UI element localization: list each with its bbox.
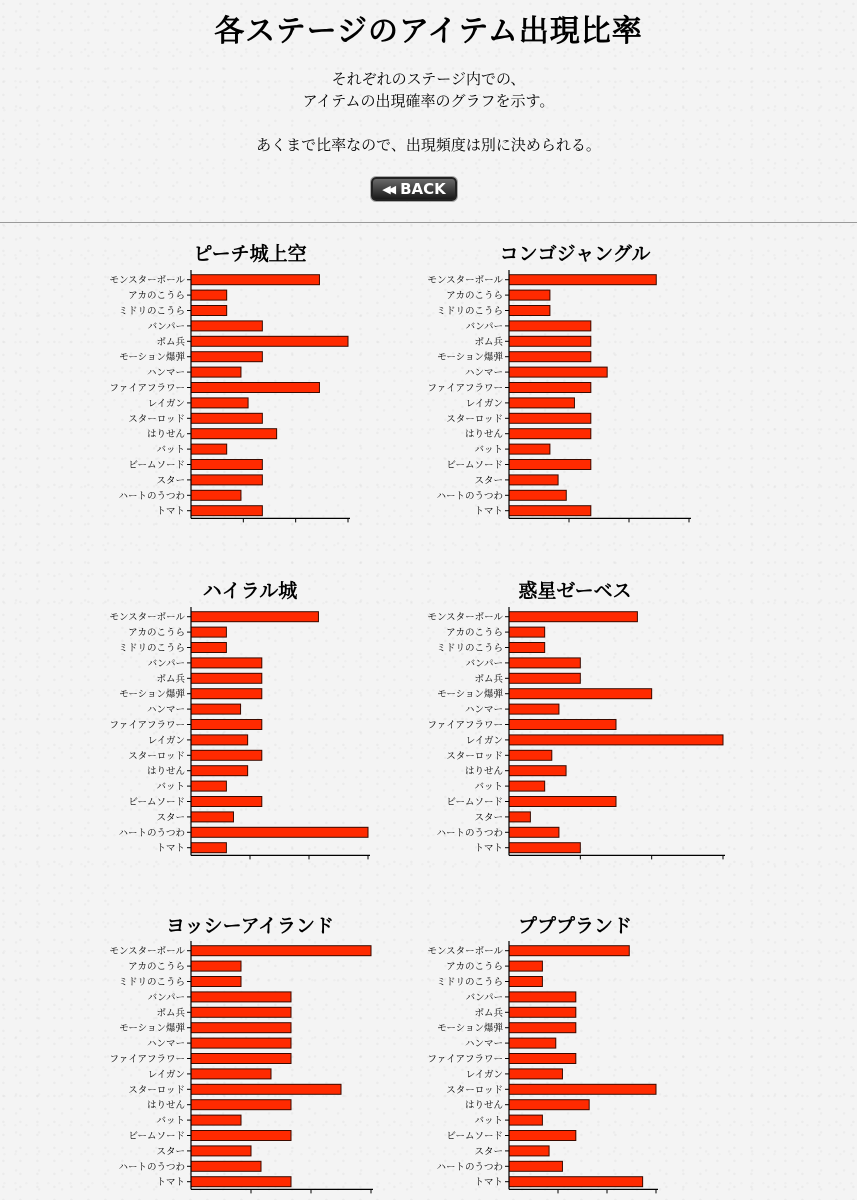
bar bbox=[191, 658, 262, 668]
bar bbox=[509, 689, 652, 699]
category-label: バンパー bbox=[465, 992, 503, 1004]
category-label: アカのこうら bbox=[446, 627, 503, 639]
category-label: ミドリのこうら bbox=[436, 306, 503, 317]
bar bbox=[191, 946, 371, 956]
category-label: ビームソード bbox=[128, 1131, 185, 1142]
bar bbox=[509, 336, 591, 346]
category-label: スター bbox=[156, 475, 185, 487]
category-label: ボム兵 bbox=[474, 336, 503, 348]
bar bbox=[509, 444, 550, 454]
bar bbox=[191, 383, 319, 393]
category-label: ミドリのこうら bbox=[436, 977, 503, 988]
rewind-icon: ◀◀ bbox=[382, 182, 394, 196]
category-label: ハンマー bbox=[146, 367, 185, 379]
category-label: バット bbox=[474, 1115, 503, 1127]
category-label: モーション爆弾 bbox=[119, 1023, 185, 1035]
chart-title: コンゴジャングル bbox=[499, 243, 651, 265]
category-label: アカのこうら bbox=[446, 961, 503, 973]
category-label: スターロッド bbox=[128, 413, 185, 425]
chart-title: 惑星ゼーベス bbox=[518, 580, 632, 602]
bar bbox=[191, 961, 241, 971]
category-label: ビームソード bbox=[446, 1131, 503, 1142]
bar bbox=[191, 1115, 241, 1125]
category-label: はりせん bbox=[146, 766, 185, 778]
category-label: ハートのうつわ bbox=[118, 1161, 185, 1173]
bar bbox=[509, 1069, 562, 1079]
bar bbox=[509, 735, 723, 745]
bar bbox=[509, 429, 591, 439]
bar bbox=[191, 827, 368, 837]
bar bbox=[191, 429, 277, 439]
category-label: はりせん bbox=[464, 766, 503, 778]
bar bbox=[191, 704, 241, 714]
category-label: スター bbox=[156, 1146, 185, 1158]
bar bbox=[191, 1146, 251, 1156]
category-label: ハンマー bbox=[146, 704, 185, 716]
bar bbox=[191, 781, 226, 791]
category-label: はりせん bbox=[464, 1100, 503, 1112]
bar bbox=[509, 1084, 656, 1094]
category-label: ファイアフラワー bbox=[427, 720, 503, 731]
bar bbox=[509, 643, 545, 653]
page-title: 各ステージのアイテム出現比率 bbox=[214, 14, 643, 49]
bar bbox=[191, 812, 233, 822]
category-label: ハンマー bbox=[464, 704, 503, 716]
category-label: レイガン bbox=[465, 735, 503, 747]
bar bbox=[509, 306, 550, 316]
category-label: トマト bbox=[156, 506, 185, 518]
stage-chart-6 bbox=[427, 915, 658, 1193]
category-label: バンパー bbox=[147, 992, 185, 1004]
category-label: ビームソード bbox=[128, 797, 185, 808]
category-label: バット bbox=[156, 1115, 185, 1127]
bar bbox=[509, 275, 656, 285]
description-line-3: あくまで比率なので、出現頻度は別に決められる。 bbox=[256, 136, 601, 154]
category-label: バット bbox=[474, 781, 503, 793]
bar bbox=[509, 704, 559, 714]
bar bbox=[191, 843, 226, 853]
bar bbox=[509, 383, 591, 393]
bar bbox=[191, 352, 262, 362]
category-label: モーション爆弾 bbox=[119, 352, 185, 364]
back-button-label: BACK bbox=[400, 180, 446, 198]
chart-title: ヨッシーアイランド bbox=[166, 915, 334, 937]
bar bbox=[509, 1161, 562, 1171]
bar bbox=[509, 961, 542, 971]
category-label: バンパー bbox=[465, 658, 503, 670]
category-label: モーション爆弾 bbox=[119, 689, 185, 701]
category-label: ハートのうつわ bbox=[436, 1161, 503, 1173]
bar bbox=[191, 720, 262, 730]
bar bbox=[191, 444, 227, 454]
bar bbox=[509, 398, 574, 408]
bar bbox=[509, 612, 637, 622]
bar bbox=[191, 673, 262, 683]
bar bbox=[509, 367, 607, 377]
bar bbox=[191, 336, 348, 346]
chart-title: ピーチ城上空 bbox=[193, 243, 307, 265]
bar bbox=[509, 413, 591, 423]
bar bbox=[191, 1084, 341, 1094]
category-label: モンスターボール bbox=[427, 946, 503, 958]
category-label: ビームソード bbox=[446, 460, 503, 471]
bar bbox=[191, 506, 262, 516]
bar bbox=[509, 720, 616, 730]
bar bbox=[509, 1054, 576, 1064]
bar bbox=[509, 475, 558, 485]
bar bbox=[191, 1038, 291, 1048]
bar bbox=[191, 992, 291, 1002]
bar bbox=[509, 977, 542, 987]
bar bbox=[509, 992, 576, 1002]
category-label: スターロッド bbox=[446, 1084, 503, 1096]
category-label: モンスターボール bbox=[109, 946, 185, 958]
bar bbox=[509, 781, 545, 791]
category-label: レイガン bbox=[147, 1069, 185, 1081]
category-label: ハンマー bbox=[464, 367, 503, 379]
category-label: ミドリのこうら bbox=[118, 977, 185, 988]
bar bbox=[509, 1100, 589, 1110]
bar bbox=[191, 460, 262, 470]
category-label: バンパー bbox=[147, 321, 185, 333]
category-label: ハートのうつわ bbox=[118, 490, 185, 502]
bar bbox=[191, 1177, 291, 1187]
category-label: スターロッド bbox=[128, 1084, 185, 1096]
chart-title: ハイラル城 bbox=[202, 580, 298, 602]
bar bbox=[191, 1023, 291, 1033]
category-label: アカのこうら bbox=[446, 290, 503, 302]
category-label: ボム兵 bbox=[156, 1007, 185, 1019]
bar bbox=[191, 413, 262, 423]
category-label: レイガン bbox=[147, 398, 185, 410]
category-label: スター bbox=[474, 812, 503, 824]
category-label: スターロッド bbox=[446, 750, 503, 762]
bar bbox=[191, 797, 262, 807]
category-label: モーション爆弾 bbox=[437, 1023, 503, 1035]
bar bbox=[191, 398, 248, 408]
chart-title: プププランド bbox=[517, 915, 633, 937]
category-label: トマト bbox=[474, 1177, 503, 1189]
bar bbox=[191, 490, 241, 500]
category-label: モーション爆弾 bbox=[437, 352, 503, 364]
bar bbox=[509, 460, 591, 470]
bar bbox=[191, 306, 227, 316]
category-label: モンスターボール bbox=[109, 612, 185, 624]
stage-chart-1 bbox=[109, 242, 350, 522]
bar bbox=[509, 827, 559, 837]
category-label: ファイアフラワー bbox=[427, 383, 503, 394]
bar bbox=[191, 290, 227, 300]
stage-chart-2 bbox=[427, 243, 691, 522]
bar bbox=[191, 367, 241, 377]
category-label: バット bbox=[156, 444, 185, 456]
bar bbox=[191, 977, 241, 987]
bar bbox=[191, 766, 248, 776]
category-label: ビームソード bbox=[446, 797, 503, 808]
bar bbox=[191, 750, 262, 760]
bar bbox=[509, 1177, 643, 1187]
category-label: ファイアフラワー bbox=[427, 1054, 503, 1065]
category-label: ミドリのこうら bbox=[436, 643, 503, 654]
bar bbox=[191, 735, 248, 745]
bar bbox=[191, 1131, 291, 1141]
bar bbox=[191, 689, 262, 699]
bar bbox=[509, 627, 545, 637]
bar bbox=[509, 812, 530, 822]
category-label: はりせん bbox=[464, 429, 503, 441]
bar bbox=[191, 1007, 291, 1017]
category-label: ハートのうつわ bbox=[436, 490, 503, 502]
bar bbox=[191, 321, 262, 331]
category-label: モンスターボール bbox=[427, 275, 503, 287]
category-label: ハートのうつわ bbox=[118, 827, 185, 839]
bar bbox=[509, 1023, 576, 1033]
category-label: レイガン bbox=[465, 398, 503, 410]
bar bbox=[509, 490, 566, 500]
category-label: スター bbox=[156, 812, 185, 824]
bar bbox=[509, 290, 550, 300]
bar bbox=[191, 627, 226, 637]
bar bbox=[509, 766, 566, 776]
bar bbox=[509, 750, 552, 760]
category-label: ハートのうつわ bbox=[436, 827, 503, 839]
category-label: レイガン bbox=[465, 1069, 503, 1081]
category-label: トマト bbox=[474, 843, 503, 855]
category-label: ボム兵 bbox=[474, 673, 503, 685]
bar bbox=[509, 506, 591, 516]
category-label: ボム兵 bbox=[474, 1007, 503, 1019]
bar bbox=[191, 1161, 261, 1171]
stage-chart-3 bbox=[109, 580, 370, 859]
bar bbox=[509, 1007, 576, 1017]
category-label: ファイアフラワー bbox=[109, 720, 185, 731]
category-label: モンスターボール bbox=[427, 612, 503, 624]
category-label: トマト bbox=[474, 506, 503, 518]
bar bbox=[509, 797, 616, 807]
bar bbox=[509, 673, 580, 683]
category-label: アカのこうら bbox=[128, 961, 185, 973]
category-label: ミドリのこうら bbox=[118, 306, 185, 317]
bar bbox=[509, 946, 629, 956]
stage-chart-4 bbox=[427, 579, 725, 859]
category-label: アカのこうら bbox=[128, 290, 185, 302]
bar bbox=[509, 1115, 542, 1125]
bar bbox=[191, 1100, 291, 1110]
category-label: バット bbox=[474, 444, 503, 456]
category-label: ミドリのこうら bbox=[118, 643, 185, 654]
bar bbox=[509, 1131, 576, 1141]
bar bbox=[509, 1146, 549, 1156]
category-label: トマト bbox=[156, 843, 185, 855]
category-label: スター bbox=[474, 1146, 503, 1158]
category-label: アカのこうら bbox=[128, 627, 185, 639]
category-label: ボム兵 bbox=[156, 673, 185, 685]
stage-chart-5 bbox=[109, 915, 373, 1193]
category-label: トマト bbox=[156, 1177, 185, 1189]
category-label: バンパー bbox=[465, 321, 503, 333]
category-label: ファイアフラワー bbox=[109, 1054, 185, 1065]
category-label: スター bbox=[474, 475, 503, 487]
category-label: ハンマー bbox=[146, 1038, 185, 1050]
description-line-1: それぞれのステージ内での、 bbox=[331, 70, 526, 88]
bar bbox=[191, 612, 318, 622]
bar bbox=[509, 352, 591, 362]
bar bbox=[509, 843, 580, 853]
category-label: バット bbox=[156, 781, 185, 793]
category-label: ハンマー bbox=[464, 1038, 503, 1050]
category-label: ファイアフラワー bbox=[109, 383, 185, 394]
bar bbox=[509, 658, 580, 668]
category-label: スターロッド bbox=[128, 750, 185, 762]
category-label: モーション爆弾 bbox=[437, 689, 503, 701]
category-label: はりせん bbox=[146, 429, 185, 441]
bar bbox=[509, 321, 591, 331]
bar bbox=[191, 1069, 271, 1079]
bar bbox=[191, 475, 262, 485]
category-label: ボム兵 bbox=[156, 336, 185, 348]
bar bbox=[509, 1038, 556, 1048]
description-line-2: アイテムの出現確率のグラフを示す。 bbox=[302, 92, 555, 110]
category-label: ビームソード bbox=[128, 460, 185, 471]
bar bbox=[191, 1054, 291, 1064]
category-label: モンスターボール bbox=[109, 275, 185, 287]
category-label: レイガン bbox=[147, 735, 185, 747]
bar bbox=[191, 275, 319, 285]
bar bbox=[191, 643, 226, 653]
category-label: バンパー bbox=[147, 658, 185, 670]
category-label: スターロッド bbox=[446, 413, 503, 425]
category-label: はりせん bbox=[146, 1100, 185, 1112]
